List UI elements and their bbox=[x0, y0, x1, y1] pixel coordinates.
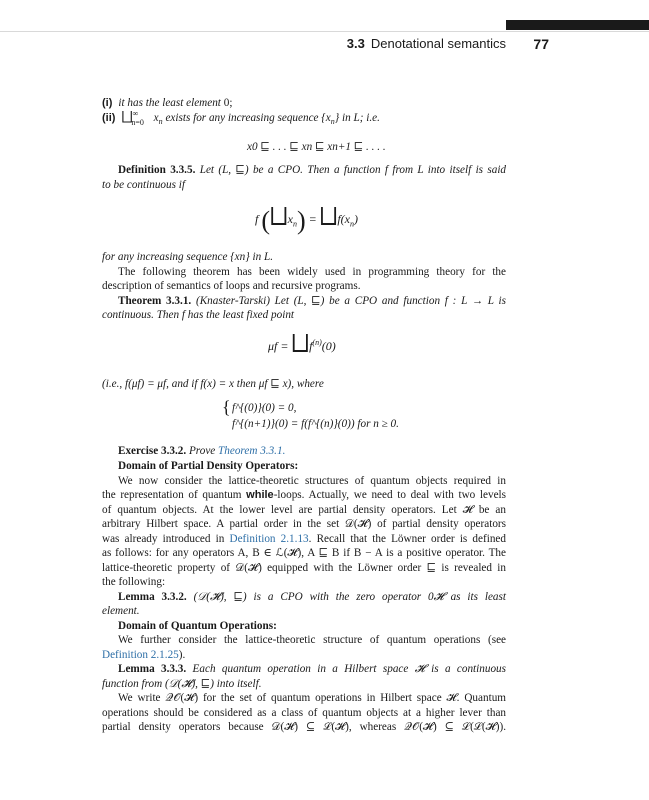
exercise-text: Prove bbox=[188, 445, 216, 457]
case-1: f^{(0)}(0) = 0, bbox=[232, 402, 297, 414]
definition-2-1-25-link[interactable]: Definition 2.1.25 bbox=[102, 649, 179, 661]
definition-2-1-13-link[interactable]: Definition 2.1.13 bbox=[229, 533, 309, 545]
increasing-chain: x0 ⊑ . . . ⊑ xn ⊑ xn+1 ⊑ . . . . bbox=[247, 141, 386, 153]
theorem-3-3-1-line1 bbox=[118, 294, 506, 308]
lemma-3-3-3-line2: function from (𝒟(𝓗), ⊑) into itself. bbox=[102, 678, 262, 690]
exercise-label: Exercise 3.3.2. bbox=[118, 445, 187, 457]
body-para1-line2: description of semantics of loops and recursive programs. bbox=[102, 280, 361, 292]
page-number: 77 bbox=[533, 36, 549, 52]
lemma-label: Lemma 3.3.3. bbox=[118, 663, 187, 675]
least-fixed-point-equation bbox=[268, 330, 336, 356]
lemma-3-3-2-line1 bbox=[118, 590, 506, 604]
domain-qo-line2 bbox=[102, 648, 506, 662]
running-head bbox=[0, 36, 549, 54]
cpo-item-ii: (ii) $⨆^\infty_{n=0}$ $x_n$ exists for any increasing sequence $\{x_n\}$ in L; i.e. bbox=[102, 109, 380, 127]
while-keyword: while bbox=[246, 489, 274, 501]
text: -loops. Actually, we need to deal with two levels bbox=[273, 489, 506, 501]
text: . Recall that the Löwner order is defined bbox=[308, 533, 506, 545]
definition-label: Definition 3.3.5. bbox=[118, 164, 196, 176]
domain-pdo-line5 bbox=[102, 532, 506, 546]
theorem-3-3-1-line2: continuous. Then f has the least fixed point bbox=[102, 309, 295, 321]
theorem-3-3-1-line3: (i.e., f(μf) = μf, and if f(x) = x then μf ⊑ x), where bbox=[102, 378, 324, 390]
domain-qo-heading: Domain of Quantum Operations: bbox=[118, 620, 277, 632]
final-para-line2: operations should be considered as a class of quantum objects at a higher lever than bbox=[102, 707, 506, 719]
item-label: (ii) bbox=[102, 112, 116, 124]
lemma-text: (𝒟(𝓗), ⊑) is a CPO with the zero operator 0𝓗 as its least bbox=[193, 591, 506, 603]
cases-brace: { bbox=[222, 397, 231, 417]
theorem-text: (Knaster-Tarski) Let (L, ⊑) be a CPO and function f : L → L is bbox=[195, 295, 507, 307]
case-2: f^{(n+1)}(0) = f(f^{(n)}(0)) for n ≥ 0. bbox=[232, 418, 399, 430]
section-title-text: Denotational semantics bbox=[370, 36, 506, 51]
theorem-3-3-1-link[interactable]: Theorem 3.3.1. bbox=[218, 445, 286, 457]
domain-pdo-heading: Domain of Partial Density Operators: bbox=[118, 460, 299, 472]
domain-pdo-line3: of quantum objects. At the lower level are partial density operators. Let 𝓗 be an bbox=[102, 504, 506, 516]
least-fixed-point-display: $\mu f = ⨆f^{(n)}(0)$ bbox=[268, 330, 336, 355]
lemma-text: Each quantum operation in a Hilbert space 𝓗 is a continuous bbox=[192, 663, 507, 675]
header-bar bbox=[506, 20, 649, 30]
definition-3-3-5-line2: to be continuous if bbox=[102, 179, 185, 191]
lemma-3-3-3-line1 bbox=[118, 662, 506, 676]
continuity-equation bbox=[255, 203, 358, 236]
text: the representation of quantum bbox=[102, 489, 242, 501]
body-para1-line1: The following theorem has been widely used in programming theory for the bbox=[118, 266, 506, 278]
domain-pdo-line2 bbox=[102, 488, 506, 502]
domain-pdo-line1: We now consider the lattice-theoretic structures of quantum objects required in bbox=[118, 475, 506, 487]
final-para-line3: partial density operators because 𝒟(𝓗) ⊆ ℒ(𝓗), whereas 𝒬𝒪(𝓗) ⊆ ℒ(ℒ(𝓗)). bbox=[102, 721, 506, 733]
domain-pdo-line4: arbitrary Hilbert space. A partial order in the set 𝒟(𝓗) of partial density operators bbox=[102, 518, 506, 530]
continuity-equation-display: f $(⨆x_n)$ = $⨆f(x_n)$ bbox=[255, 203, 358, 235]
domain-pdo-line6: as follows: for any operators A, B ∈ ℒ(𝓗), A ⊑ B if B − A is a positive operator. The bbox=[102, 547, 506, 559]
item-label: (i) bbox=[102, 97, 113, 109]
exercise-3-3-2 bbox=[118, 444, 506, 458]
lemma-label: Lemma 3.3.2. bbox=[118, 591, 187, 603]
section-title bbox=[347, 36, 506, 51]
domain-pdo-line7: lattice-theoretic property of 𝒟(𝓗) equipped with the Löwner order ⊑ is revealed in bbox=[102, 562, 506, 574]
cpo-item-i: (i) it has the least element 0; bbox=[102, 97, 233, 109]
final-para-line1: We write 𝒬𝒪(𝓗) for the set of quantum operations in Hilbert space 𝓗. Quantum bbox=[118, 692, 506, 704]
theorem-label: Theorem 3.3.1. bbox=[118, 295, 192, 307]
section-number: 3.3 bbox=[346, 36, 365, 51]
text: was already introduced in bbox=[102, 533, 225, 545]
definition-3-3-5-tail: for any increasing sequence {xn} in L. bbox=[102, 251, 274, 263]
definition-text: Let (L, ⊑) be a CPO. Then a function f from L into itself is said bbox=[199, 164, 507, 176]
text: ). bbox=[178, 649, 186, 661]
lemma-3-3-2-line2: element. bbox=[102, 605, 140, 617]
header-rule bbox=[0, 31, 649, 32]
definition-3-3-5-line1 bbox=[118, 163, 506, 177]
domain-qo-line1: We further consider the lattice-theoretic structure of quantum operations (see bbox=[118, 634, 506, 646]
domain-pdo-line8: the following: bbox=[102, 576, 166, 588]
